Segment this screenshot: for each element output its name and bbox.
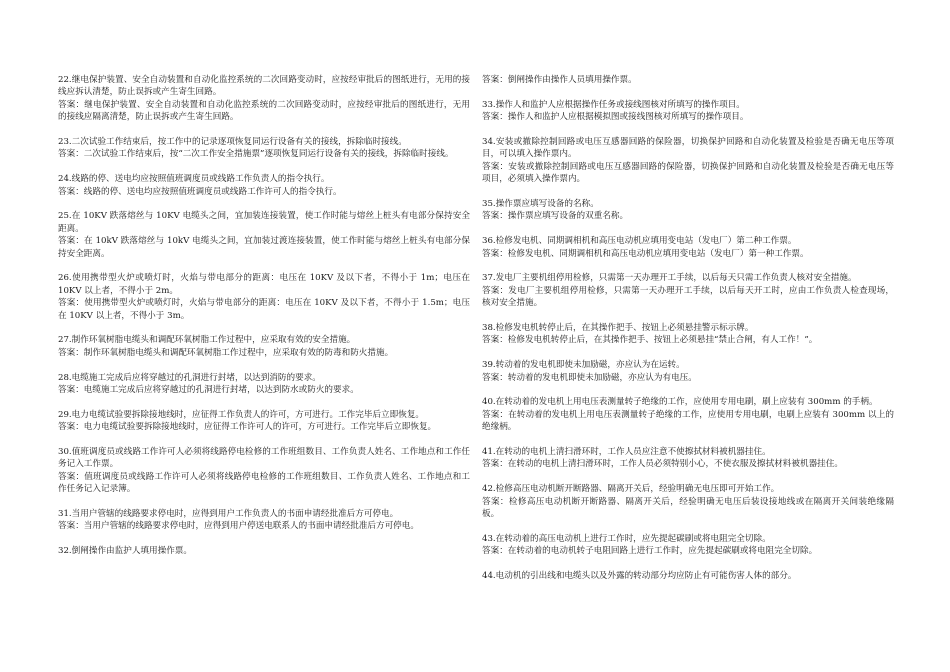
left-column — [58, 74, 470, 570]
question-text: 29.电力电缆试验要拆除接地线时，应征得工作负责人的许可，方可进行。工作完毕后立即恢复。 — [58, 409, 425, 420]
answer-text: 答案：二次试验工作结束后，按“二次工作安全措施票”逐项恢复同运行设备有关的接线，拆除临时接线。 — [58, 149, 454, 160]
answer-text: 答案：使用携带型火炉或喷灯时，火焰与带电部分的距离：电压在 10KV 及以下者，不得小于 1.5m；电压在 10KV 以上者，不得小于 3m。 — [58, 298, 470, 321]
question-text: 39.转动着的发电机即使未加励磁，亦应认为在运转。 — [482, 360, 685, 371]
question-text: 27.制作环氧树脂电缆头和调配环氧树脂工作过程中，应采取有效的安全措施。 — [58, 335, 356, 346]
question-text: 40.在转动着的发电机上用电压表测量转子绝缘的工作，应使用专用电刷，刷上应装有 300mm 的手柄。 — [482, 397, 878, 408]
answer-text: 答案：发电厂主要机组停用检修，只需第一天办理开工手续，以后每天开工时，应由工作负责人检查现场，核对安全措施。 — [482, 285, 894, 309]
answer-text: 答案：在转动着的电动机转子电阻回路上进行工作时，应先提起碳刷或将电阻完全切除。 — [482, 546, 818, 557]
question-block — [58, 372, 470, 397]
answer-text: 答案：倒闸操作由操作人员填用操作票。 — [482, 75, 637, 85]
answer-text: 答案：电力电缆试验要拆除接地线时，应征得工作许可人的许可，方可进行。工作完毕后立即恢复。 — [58, 422, 437, 433]
question-text: 30.值班调度员或线路工作许可人必须将线路停电检修的工作班组数目、工作负责人姓名、工作地点和工作任务记入工作票。 — [58, 447, 470, 470]
question-text: 24.线路的停、送电均应按照值班调度员或线路工作负责人的指令执行。 — [58, 174, 330, 185]
answer-text: 答案：线路的停、送电均应按照值班调度员或线路工作许可人的指令执行。 — [58, 186, 342, 197]
question-block — [482, 446, 894, 471]
answer-text: 答案：检修发电机转停止后，在其操作把手、按钮上必须悬挂“禁止合闸，有人工作！”。 — [482, 335, 818, 346]
answer-text: 答案：在 10kV 跌落熔丝与 10kV 电缆头之间，宜加装过渡连接装置，使工作时能与熔丝上桩头有电部分保持安全距离。 — [58, 236, 470, 259]
question-block — [482, 359, 894, 384]
question-text: 23.二次试验工作结束后，按工作中的记录逐项恢复同运行设备有关的接线，拆除临时接线。 — [58, 137, 407, 148]
question-block — [58, 508, 470, 533]
question-block — [58, 173, 470, 198]
question-block — [482, 198, 894, 223]
question-block — [482, 99, 894, 124]
question-block — [482, 483, 894, 520]
question-text: 34.安装或撤除控制回路或电压互感器回路的保险器，切换保护回路和自动化装置及检验是否确无电压等项目，可以填入操作票内。 — [482, 137, 894, 160]
question-block — [482, 136, 894, 186]
question-block — [58, 334, 470, 359]
question-block — [58, 210, 470, 260]
answer-text: 答案：操作票应填写设备的双重名称。 — [482, 211, 629, 222]
answer-text: 答案：电缆施工完成后应将穿越过的孔洞进行封堵，以达到防水或防火的要求。 — [58, 385, 359, 396]
question-text: 37.发电厂主要机组停用检修，只需第一天办理开工手续，以后每天只需工作负责人核对安全措施。 — [482, 273, 857, 284]
question-block — [58, 272, 470, 322]
question-block — [482, 396, 894, 433]
answer-text: 答案：安装或撤除控制回路或电压互感器回路的保险器，切换保护回路和自动化装置及检验是否确无电压等项目，必须填入操作票内。 — [482, 161, 894, 185]
answer-text: 答案：在转动的电机上清扫滑环时，工作人员必须特别小心，不使衣服及擦拭材料被机器挂住。 — [482, 459, 843, 470]
right-column — [482, 74, 894, 595]
question-block — [482, 533, 894, 558]
answer-text: 答案：制作环氧树脂电缆头和调配环氧树脂工作过程中，应采取有效的防毒和防火措施。 — [58, 347, 394, 358]
question-block — [58, 136, 470, 161]
question-text: 26.使用携带型火炉或喷灯时，火焰与带电部分的距离：电压在 10KV 及以下者，不得小于 1m；电压在 10KV 以上者，不得小于 2m。 — [58, 273, 470, 296]
answer-text: 答案：继电保护装置、安全自动装置和自动化监控系统的二次回路变动时，应按经审批后的图纸进行，无用的接线应隔离清楚，防止误拆或产生寄生回路。 — [58, 99, 470, 123]
question-text: 36.检修发电机、同期调相机和高压电动机应填用变电站（发电厂）第二种工作票。 — [482, 236, 797, 247]
question-text: 43.在转动着的高压电动机上进行工作时，应先提起碳刷或将电阻完全切除。 — [482, 533, 771, 544]
question-text: 31.当用户管辖的线路要求停电时，应得到用户工作负责人的书面申请经批准后方可停电。 — [58, 509, 399, 520]
answer-text: 答案：检修高压电动机断开断路器、隔离开关后，经验明确无电压后装设接地线或在隔离开关间装绝缘隔板。 — [482, 496, 894, 520]
question-text: 25.在 10KV 跌落熔丝与 10KV 电缆头之间，宜加装连接装置，使工作时能与熔丝上桩头有电部分保持安全距离。 — [58, 211, 470, 234]
question-text: 42.检修高压电动机断开断路器、隔离开关后，经验明确无电压即可开始工作。 — [482, 484, 780, 495]
question-block — [58, 74, 470, 124]
question-block — [482, 235, 894, 260]
question-block — [58, 545, 470, 557]
question-text: 22.继电保护装置、安全自动装置和自动化监控系统的二次回路变动时，应按经审批后的图纸进行，无用的接线应拆认清楚，防止误拆或产生寄生回路。 — [58, 75, 470, 98]
question-block — [482, 570, 894, 582]
question-block — [58, 409, 470, 434]
answer-text: 答案：操作人和监护人应根据模拟图或接线图核对所填写的操作项目。 — [482, 112, 749, 123]
answer-text: 答案：在转动着的发电机上用电压表测量转子绝缘的工作，应使用专用电刷，电刷上应装有 300mm 以上的绝缘柄。 — [482, 409, 894, 433]
question-text: 38.检修发电机转停止后，在其操作把手、按钮上必须悬挂警示标示牌。 — [482, 323, 754, 334]
question-block — [482, 322, 894, 347]
question-text: 28.电缆施工完成后应将穿越过的孔洞进行封堵，以达到消防的要求。 — [58, 372, 321, 383]
question-text: 44.电动机的引出线和电缆头以及外露的转动部分均应防止有可能伤害人体的部分。 — [482, 571, 797, 582]
answer-text: 答案：值班调度员或线路工作许可人必须将线路停电检修的工作班组数目、工作负责人姓名、工作地点和工作任务记入记录簿。 — [58, 471, 470, 495]
answer-text: 答案：转动着的发电机即使未加励磁，亦应认为有电压。 — [482, 372, 697, 383]
question-text: 32.倒闸操作由监护人填用操作票。 — [58, 546, 192, 557]
answer-text: 答案：检修发电机、同期调相机和高压电动机应填用变电站（发电厂）第一种工作票。 — [482, 248, 809, 259]
question-text: 41.在转动的电机上清扫滑环时，工作人员应注意不使擦拭材料被机器挂住。 — [482, 447, 771, 458]
question-text: 33.操作人和监护人应根据操作任务或接线图核对所填写的操作项目。 — [482, 99, 745, 110]
question-block — [58, 446, 470, 496]
question-block — [482, 272, 894, 309]
answer-text: 答案：当用户管辖的线路要求停电时，应得到用户停送电联系人的书面申请经批准后方可停电。 — [58, 521, 419, 532]
question-text: 35.操作票应填写设备的名称。 — [482, 199, 599, 210]
